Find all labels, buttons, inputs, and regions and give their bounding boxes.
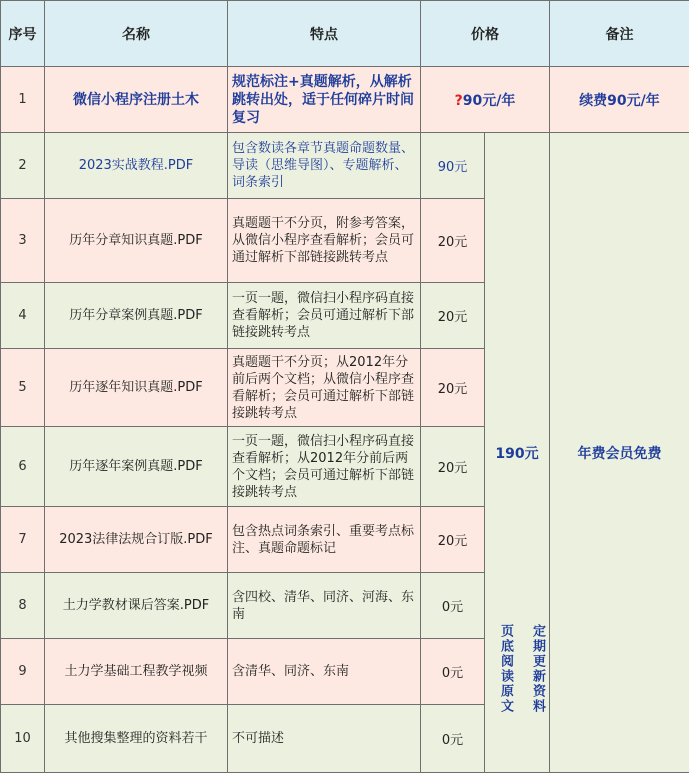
row-price: 0元	[421, 573, 485, 639]
row-feature: 规范标注+真题解析，从解析跳转出处，适于任何碎片时间复习	[228, 67, 421, 133]
row-seq: 5	[1, 349, 45, 427]
row-feature: 包含热点词条索引、重要考点标注、真题命题标记	[228, 507, 421, 573]
row-price	[421, 67, 550, 133]
row-name: 历年分章案例真题.PDF	[45, 283, 228, 349]
header-note: 备注	[550, 1, 689, 67]
row-seq: 7	[1, 507, 45, 573]
row-price: 20元	[421, 199, 485, 283]
price-text: 90元/年	[463, 93, 516, 109]
row-feature: 一页一题，微信扫小程序码直接查看解析；从2012年分前后两个文档；会员可通过解析下部链接跳转考点	[228, 427, 421, 507]
header-row	[1, 1, 689, 67]
bundle-price: 190元	[489, 443, 545, 463]
bundle-note-right: 页底阅读原文	[492, 624, 518, 770]
row-feature: 一页一题，微信扫小程序码直接查看解析；会员可通过解析下部链接跳转考点	[228, 283, 421, 349]
row-name: 微信小程序注册土木	[45, 67, 228, 133]
row-feature: 不可描述	[228, 705, 421, 773]
row-feature: 真题题干不分页，附参考答案，从微信小程序查看解析；会员可通过解析下部链接跳转考点	[228, 199, 421, 283]
header-price: 价格	[421, 1, 550, 67]
row-price: 20元	[421, 507, 485, 573]
row-price: 20元	[421, 349, 485, 427]
row-seq: 8	[1, 573, 45, 639]
row-feature: 含清华、同济、东南	[228, 639, 421, 705]
row-name: 土力学教材课后答案.PDF	[45, 573, 228, 639]
row-name: 历年逐年案例真题.PDF	[45, 427, 228, 507]
row-name: 土力学基础工程教学视频	[45, 639, 228, 705]
header-name: 名称	[45, 1, 228, 67]
row-name: 历年逐年知识真题.PDF	[45, 349, 228, 427]
row-seq: 2	[1, 133, 45, 199]
row-seq: 4	[1, 283, 45, 349]
row-feature: 包含数读各章节真题命题数量、导读（思维导图）、专题解析、词条索引	[228, 133, 421, 199]
header-seq: 序号	[1, 1, 45, 67]
row-seq: 1	[1, 67, 45, 133]
header-feature: 特点	[228, 1, 421, 67]
row-price: 20元	[421, 427, 485, 507]
table-row	[1, 133, 689, 199]
bundle-vertical-notes	[491, 620, 551, 770]
price-mark: ?	[455, 93, 463, 109]
row-name: 2023法律法规合订版.PDF	[45, 507, 228, 573]
row-name: 历年分章知识真题.PDF	[45, 199, 228, 283]
row-feature: 含四校、清华、同济、河海、东南	[228, 573, 421, 639]
row-seq: 6	[1, 427, 45, 507]
row-price: 90元	[421, 133, 485, 199]
row-name: 其他搜集整理的资料若干	[45, 705, 228, 773]
member-note: 年费会员免费	[550, 133, 689, 773]
row-seq: 10	[1, 705, 45, 773]
row-seq: 3	[1, 199, 45, 283]
row-seq: 9	[1, 639, 45, 705]
row-price: 0元	[421, 705, 485, 773]
row-note: 续费90元/年	[550, 67, 689, 133]
row-price: 20元	[421, 283, 485, 349]
bundle-note-left: 定期更新资料	[524, 624, 550, 770]
table-row	[1, 67, 689, 133]
row-feature: 真题题干不分页；从2012年分前后两个文档；从微信小程序查看解析；会员可通过解析下部链接跳转考点	[228, 349, 421, 427]
row-price: 0元	[421, 639, 485, 705]
row-name: 2023实战教程.PDF	[45, 133, 228, 199]
